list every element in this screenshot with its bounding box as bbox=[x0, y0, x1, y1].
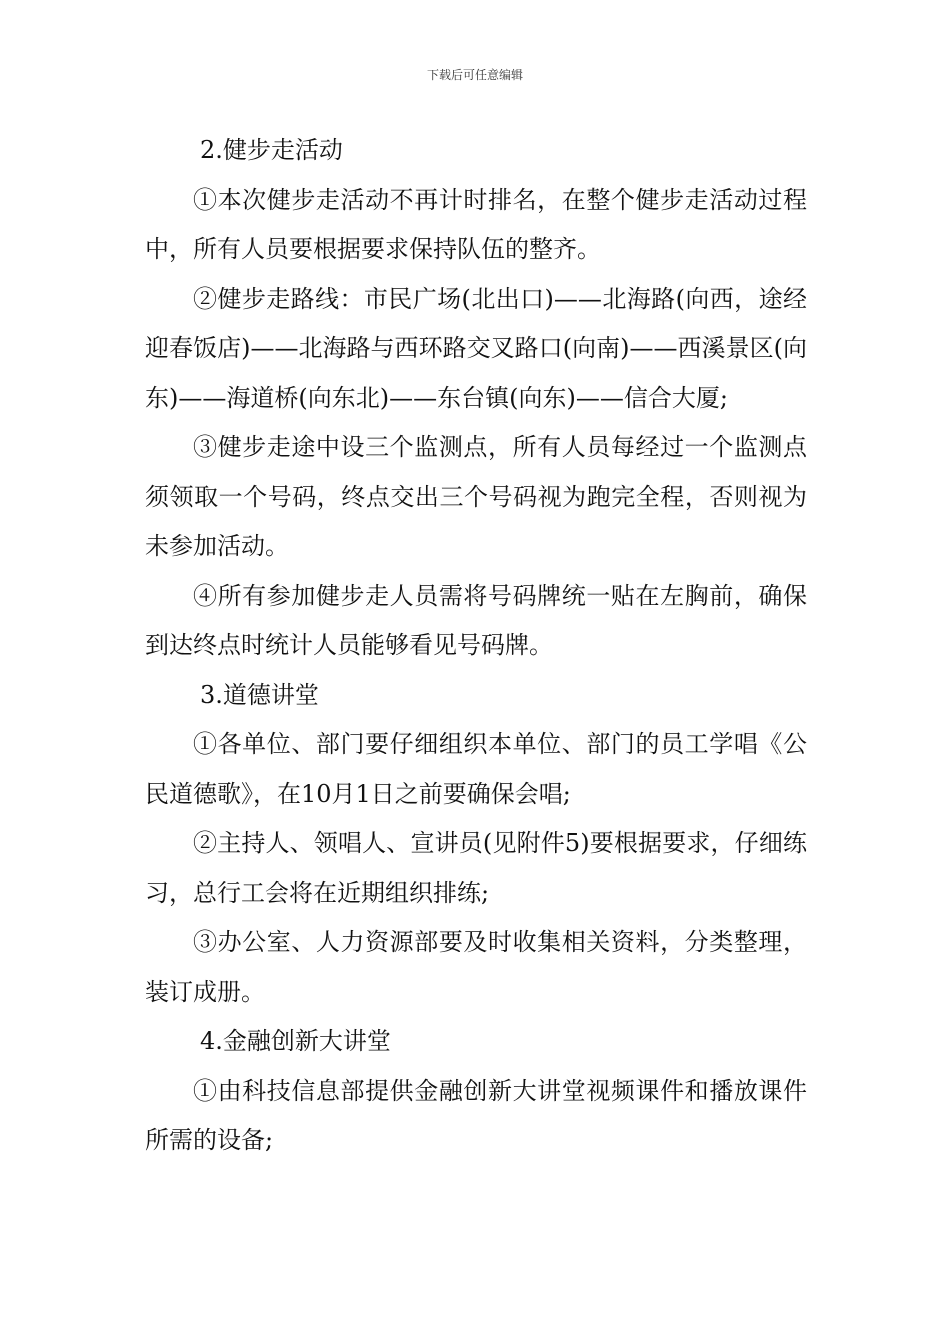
section-heading: 4.金融创新大讲堂 bbox=[200, 1027, 391, 1055]
section-heading: 3.道德讲堂 bbox=[200, 680, 319, 709]
paragraph: ①由科技信息部提供金融创新大讲堂视频课件和播放课件所需的设备; bbox=[145, 1076, 807, 1154]
paragraph: ④所有参加健步走人员需将号码牌统一贴在左胸前，确保到达终点时统计人员能够看见号码牌。 bbox=[145, 581, 807, 659]
paragraph: ③健步走途中设三个监测点，所有人员每经过一个监测点须领取一个号码，终点交出三个号码视为跑完全程，否则视为未参加活动。 bbox=[145, 433, 807, 560]
section-heading: 2.健步走活动 bbox=[200, 136, 343, 164]
page-header: 下载后可任意编辑 bbox=[426, 68, 523, 82]
paragraph: ③办公室、人力资源部要及时收集相关资料，分类整理，装订成册。 bbox=[145, 928, 807, 1006]
paragraph: ②健步走路线：市民广场(北出口)——北海路(向西，途经迎春饭店)——北海路与西环路交叉路口(向南)——西溪景区(向东)——海道桥(向东北)——东台镇(向东)——信合大厦; bbox=[145, 284, 807, 412]
paragraph: ①各单位、部门要仔细组织本单位、部门的员工学唱《公民道德歌》，在10月1日之前要确保会唱; bbox=[145, 730, 807, 808]
document-body bbox=[145, 126, 807, 1166]
paragraph: ①本次健步走活动不再计时排名，在整个健步走活动过程中，所有人员要根据要求保持队伍的整齐。 bbox=[145, 185, 807, 263]
paragraph: ②主持人、领唱人、宣讲员(见附件5)要根据要求，仔细练习，总行工会将在近期组织排练; bbox=[145, 829, 807, 907]
